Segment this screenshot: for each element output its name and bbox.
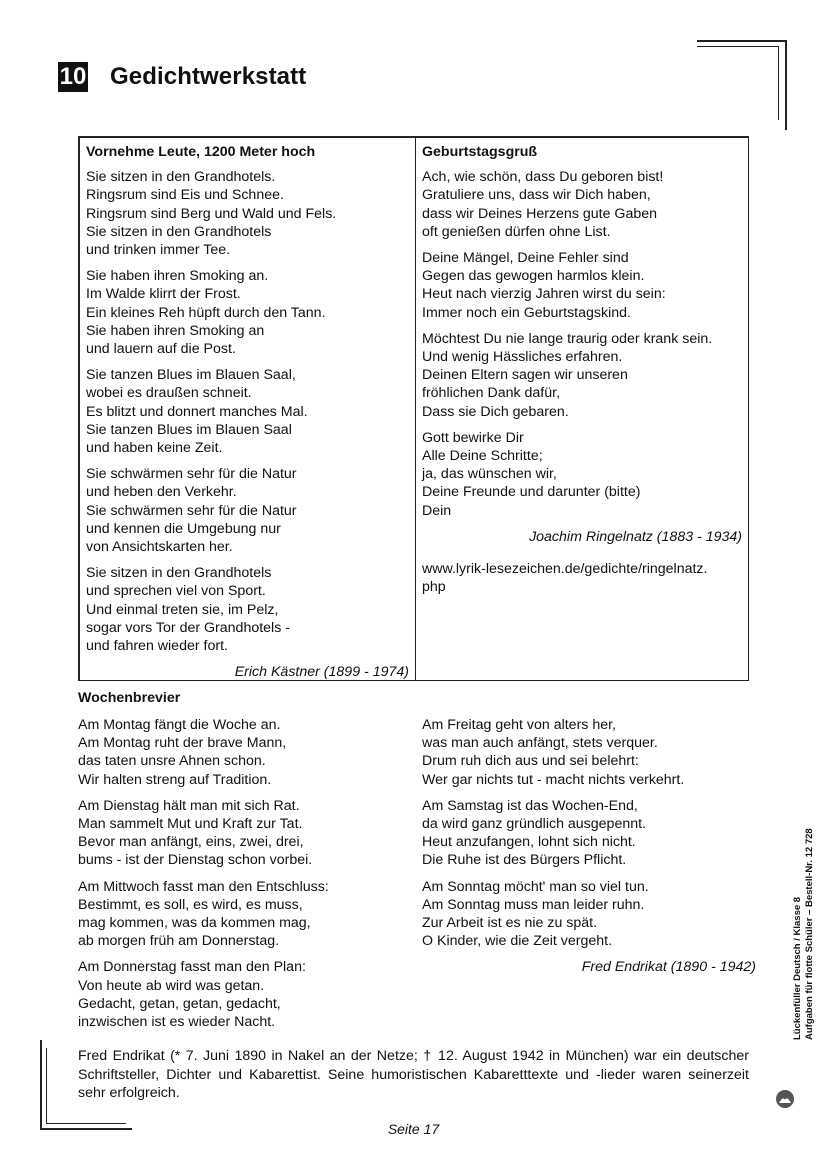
verse-line: Heut anzufangen, lohnt sich nicht. xyxy=(422,834,636,851)
verse-line: ja, das wünschen wir, xyxy=(422,466,557,483)
verse-line: was man auch anfängt, stets verquer. xyxy=(422,735,658,752)
stanza xyxy=(86,168,409,259)
verse-line: Am Donnerstag fasst man den Plan: xyxy=(78,959,306,976)
verse-line: Gott bewirke Dir xyxy=(422,429,524,446)
verse-line: Am Sonntag möcht' man so viel tun. xyxy=(422,878,649,895)
stanza xyxy=(422,878,752,951)
poem-title: Vornehme Leute, 1200 Meter hoch xyxy=(86,144,316,160)
verse-line: Deine Mängel, Deine Fehler sind xyxy=(422,250,629,267)
verse-line: O Kinder, wie die Zeit vergeht. xyxy=(422,933,613,950)
poem-author: Joachim Ringelnatz (1883 - 1934) xyxy=(529,528,742,545)
verse-line: Sie tanzen Blues im Blauen Saal xyxy=(86,421,292,438)
wochenbrevier-right-column xyxy=(422,716,756,977)
stanza xyxy=(78,958,408,1031)
verse-line: Am Freitag geht von alters her, xyxy=(422,717,616,733)
verse-line: Ein kleines Reh hüpft durch den Tann. xyxy=(86,304,326,321)
verse-line: Sie schwärmen sehr für die Natur xyxy=(86,466,297,483)
verse-line: oft genießen dürfen ohne List. xyxy=(422,223,611,240)
source-line: php xyxy=(422,579,446,596)
verse-line: Im Walde klirrt der Frost. xyxy=(86,286,241,303)
verse-line: Deinen Eltern sagen wir unseren xyxy=(422,367,628,384)
poem-box xyxy=(78,136,749,681)
verse-line: Ach, wie schön, dass Du geboren bist! xyxy=(422,169,664,186)
verse-line: Sie haben ihren Smoking an. xyxy=(86,268,269,285)
page-number: Seite 17 xyxy=(387,1121,440,1137)
verse-line: Am Montag fängt die Woche an. xyxy=(78,717,281,733)
chapter-number-badge: 10 xyxy=(59,63,87,90)
verse-line: das taten unsre Ahnen schon. xyxy=(78,753,266,770)
stanza xyxy=(78,797,408,870)
poem-stanzas xyxy=(422,168,742,520)
verse-line: Am Mittwoch fasst man den Entschluss: xyxy=(78,878,329,895)
verse-line: Am Sonntag muss man leider ruhn. xyxy=(422,896,645,913)
verse-line: wobei es draußen schneit. xyxy=(86,385,252,402)
verse-line: Sie sitzen in den Grandhotels. xyxy=(86,169,276,186)
stanza xyxy=(86,465,409,556)
stanza xyxy=(86,564,409,655)
publisher-logo-icon xyxy=(774,1088,796,1110)
verse-line: und haben keine Zeit. xyxy=(86,440,223,457)
stanza xyxy=(422,716,752,789)
stanza xyxy=(422,249,742,322)
verse-line: und kennen die Umgebung nur xyxy=(86,520,281,537)
stanza xyxy=(78,716,408,789)
verse-line: und lauern auf die Post. xyxy=(86,341,236,358)
verse-line: und sprechen viel von Sport. xyxy=(86,583,266,600)
corner-frame-top-right-inner xyxy=(697,46,779,120)
page-title: Gedichtwerkstatt xyxy=(110,63,307,90)
verse-line: Immer noch ein Geburtstagskind. xyxy=(422,304,631,321)
verse-line: Von heute ab wird was getan. xyxy=(78,977,265,994)
verse-line: und fahren wieder fort. xyxy=(86,638,228,655)
verse-line: Zur Arbeit ist es nie zu spät. xyxy=(422,915,598,932)
poem-stanzas xyxy=(86,168,409,655)
verse-line: Dein xyxy=(422,502,452,519)
verse-line: Es blitzt und donnert manches Mal. xyxy=(86,403,308,420)
stanza xyxy=(78,878,408,951)
verse-line: Dass sie Dich gebaren. xyxy=(422,403,569,420)
stanza xyxy=(422,429,742,520)
stanza xyxy=(86,366,409,457)
verse-line: da wird ganz gründlich ausgepennt. xyxy=(422,816,647,833)
verse-line: Drum ruh dich aus und sei belehrt: xyxy=(422,753,639,770)
verse-line: und heben den Verkehr. xyxy=(86,484,237,501)
verse-line: Alle Deine Schritte; xyxy=(422,448,543,465)
verse-line: Ringsrum sind Berg und Wald und Fels. xyxy=(86,205,337,222)
poem-source xyxy=(422,560,742,596)
page-header xyxy=(58,62,306,92)
verse-line: inzwischen ist es wieder Nacht. xyxy=(78,1014,276,1031)
verse-line: Möchtest Du nie lange traurig oder krank sein. xyxy=(422,330,713,347)
verse-line: Bevor man anfängt, eins, zwei, drei, xyxy=(78,834,304,851)
side-info-line: Lückenfüller Deutsch / Klasse 8 xyxy=(792,896,803,1040)
verse-line: mag kommen, was da kommen mag, xyxy=(78,915,311,932)
poem-geburtstagsgruss xyxy=(416,138,748,680)
poem-vornehme-leute xyxy=(80,138,416,680)
verse-line: Sie sitzen in den Grandhotels xyxy=(86,565,272,582)
verse-line: dass wir Deines Herzens gute Gaben xyxy=(422,205,658,222)
verse-line: Man sammelt Mut und Kraft zur Tat. xyxy=(78,816,303,833)
source-line: www.lyrik-lesezeichen.de/gedichte/ringelnatz. xyxy=(422,561,708,578)
verse-line: Sie haben ihren Smoking an xyxy=(86,322,265,339)
verse-line: Und wenig Hässliches erfahren. xyxy=(422,349,623,366)
verse-line: Sie sitzen in den Grandhotels xyxy=(86,223,272,240)
verse-line: Gegen das gewogen harmlos klein. xyxy=(422,268,645,285)
verse-line: Gedacht, getan, getan, gedacht, xyxy=(78,995,281,1012)
poem-stanzas xyxy=(422,716,752,950)
verse-line: Sie tanzen Blues im Blauen Saal, xyxy=(86,367,296,384)
verse-line: ab morgen früh am Donnerstag. xyxy=(78,933,280,950)
verse-line: bums - ist der Dienstag schon vorbei. xyxy=(78,852,313,869)
wochenbrevier-left-column xyxy=(78,716,408,1039)
verse-line: Heut nach vierzig Jahren wirst du sein: xyxy=(422,286,666,303)
poem-author: Fred Endrikat (1890 - 1942) xyxy=(581,959,756,976)
stanza xyxy=(422,797,752,870)
verse-line: fröhlichen Dank dafür, xyxy=(422,385,561,402)
author-biography: Fred Endrikat (* 7. Juni 1890 in Nakel an der Netze; † 12. August 1942 in München) war ein deutscher Schriftsteller, Dichter und Kabarettist. Seine humoristischen Kabaretttexte und -lieder waren seinerzeit sehr erfolgreich. xyxy=(78,1048,749,1101)
verse-line: Wir halten streng auf Tradition. xyxy=(78,771,272,788)
verse-line: Ringsrum sind Eis und Schnee. xyxy=(86,187,284,204)
stanza xyxy=(86,267,409,358)
verse-line: Bestimmt, es soll, es wird, es muss, xyxy=(78,896,303,913)
poem-title: Geburtstagsgruß xyxy=(422,144,538,160)
verse-line: Deine Freunde und darunter (bitte) xyxy=(422,484,641,501)
verse-line: Gratuliere uns, dass wir Dich haben, xyxy=(422,187,651,204)
verse-line: sogar vors Tor der Grandhotels - xyxy=(86,619,290,636)
poem-author: Erich Kästner (1899 - 1974) xyxy=(234,664,409,681)
verse-line: Sie schwärmen sehr für die Natur xyxy=(86,502,297,519)
verse-line: Die Ruhe ist des Bürgers Pflicht. xyxy=(422,852,627,869)
verse-line: Und einmal treten sie, im Pelz, xyxy=(86,601,279,618)
verse-line: Am Montag ruht der brave Mann, xyxy=(78,735,287,752)
verse-line: Am Samstag ist das Wochen-End, xyxy=(422,797,638,814)
verse-line: von Ansichtskarten her. xyxy=(86,539,233,556)
stanza xyxy=(422,330,742,421)
stanza xyxy=(422,168,742,241)
side-publisher-info xyxy=(792,828,816,1040)
section-title-wochenbrevier: Wochenbrevier xyxy=(78,690,181,706)
side-info-line: Aufgaben für flotte Schüler – Bestell-Nr. 12 728 xyxy=(804,828,815,1040)
verse-line: Wer gar nichts tut - macht nichts verkehrt. xyxy=(422,771,685,788)
verse-line: Am Dienstag hält man mit sich Rat. xyxy=(78,797,300,814)
verse-line: und trinken immer Tee. xyxy=(86,242,231,259)
